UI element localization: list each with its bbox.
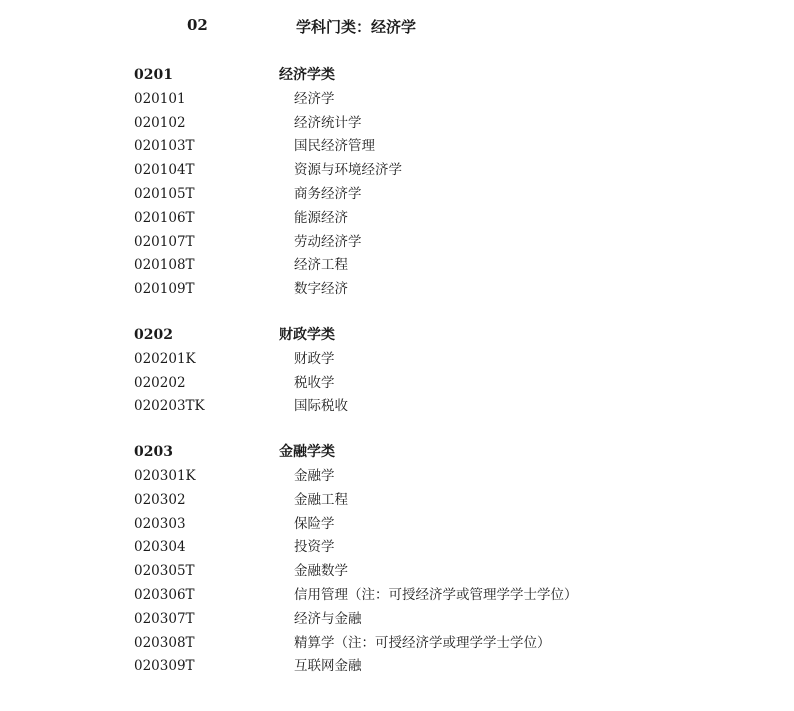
major-code: 020306T [134, 586, 195, 603]
major-code: 020308T [134, 634, 195, 651]
major-code: 020106T [134, 209, 195, 226]
major-name: 经济工程 [294, 257, 348, 274]
category-code: 0201 [134, 67, 173, 83]
major-code: 020101 [134, 90, 186, 107]
major-code: 020304 [134, 539, 186, 556]
major-row [0, 254, 794, 278]
major-name: 金融工程 [294, 491, 348, 508]
major-row [0, 231, 794, 255]
major-row [0, 560, 794, 584]
major-code: 020203TK [134, 398, 205, 415]
major-name: 信用管理（注：可授经济学或管理学学士学位） [294, 586, 578, 603]
major-row [0, 372, 794, 396]
major-name: 国民经济管理 [294, 138, 375, 155]
major-row [0, 207, 794, 231]
category-name: 金融学类 [279, 444, 335, 461]
category-section [0, 441, 794, 679]
major-row [0, 465, 794, 489]
major-code: 020302 [134, 491, 186, 508]
major-row [0, 655, 794, 679]
major-name: 财政学 [294, 350, 335, 367]
category-code: 0203 [134, 444, 173, 461]
major-catalog [0, 64, 794, 701]
major-row [0, 112, 794, 136]
major-row [0, 584, 794, 608]
major-code: 020201K [134, 350, 196, 367]
major-name: 资源与环境经济学 [294, 162, 402, 179]
category-name: 财政学类 [279, 326, 335, 343]
category-name: 经济学类 [279, 67, 335, 83]
major-code: 020109T [134, 281, 195, 298]
major-code: 020102 [134, 114, 186, 131]
category-row [0, 64, 794, 88]
category-section [0, 324, 794, 419]
major-row [0, 278, 794, 302]
discipline-code: 02 [187, 16, 208, 34]
major-name: 金融学 [294, 467, 335, 484]
major-name: 投资学 [294, 539, 335, 556]
major-name: 经济与金融 [294, 610, 362, 627]
major-code: 020301K [134, 467, 196, 484]
major-name: 精算学（注：可授经济学或理学学士学位） [294, 634, 551, 651]
discipline-header [0, 16, 794, 40]
major-code: 020202 [134, 374, 186, 391]
major-name: 国际税收 [294, 398, 348, 415]
major-row [0, 608, 794, 632]
major-row [0, 489, 794, 513]
major-name: 经济统计学 [294, 114, 362, 131]
major-code: 020105T [134, 185, 195, 202]
major-code: 020107T [134, 233, 195, 250]
major-name: 税收学 [294, 374, 335, 391]
major-row [0, 348, 794, 372]
major-code: 020108T [134, 257, 195, 274]
major-name: 数字经济 [294, 281, 348, 298]
major-row [0, 183, 794, 207]
major-row [0, 395, 794, 419]
discipline-title: 学科门类：经济学 [296, 18, 417, 36]
major-code: 020303 [134, 515, 186, 532]
major-name: 金融数学 [294, 563, 348, 580]
category-section [0, 64, 794, 302]
major-row [0, 513, 794, 537]
major-name: 保险学 [294, 515, 335, 532]
major-code: 020103T [134, 138, 195, 155]
major-row [0, 536, 794, 560]
category-row [0, 324, 794, 348]
category-code: 0202 [134, 326, 173, 343]
major-name: 经济学 [294, 90, 335, 107]
major-row [0, 632, 794, 656]
major-name: 能源经济 [294, 209, 348, 226]
major-row [0, 88, 794, 112]
major-name: 互联网金融 [294, 658, 362, 675]
major-name: 劳动经济学 [294, 233, 362, 250]
major-name: 商务经济学 [294, 185, 362, 202]
major-code: 020104T [134, 162, 195, 179]
major-row [0, 159, 794, 183]
category-row [0, 441, 794, 465]
major-code: 020309T [134, 658, 195, 675]
major-code: 020307T [134, 610, 195, 627]
major-row [0, 135, 794, 159]
major-code: 020305T [134, 563, 195, 580]
